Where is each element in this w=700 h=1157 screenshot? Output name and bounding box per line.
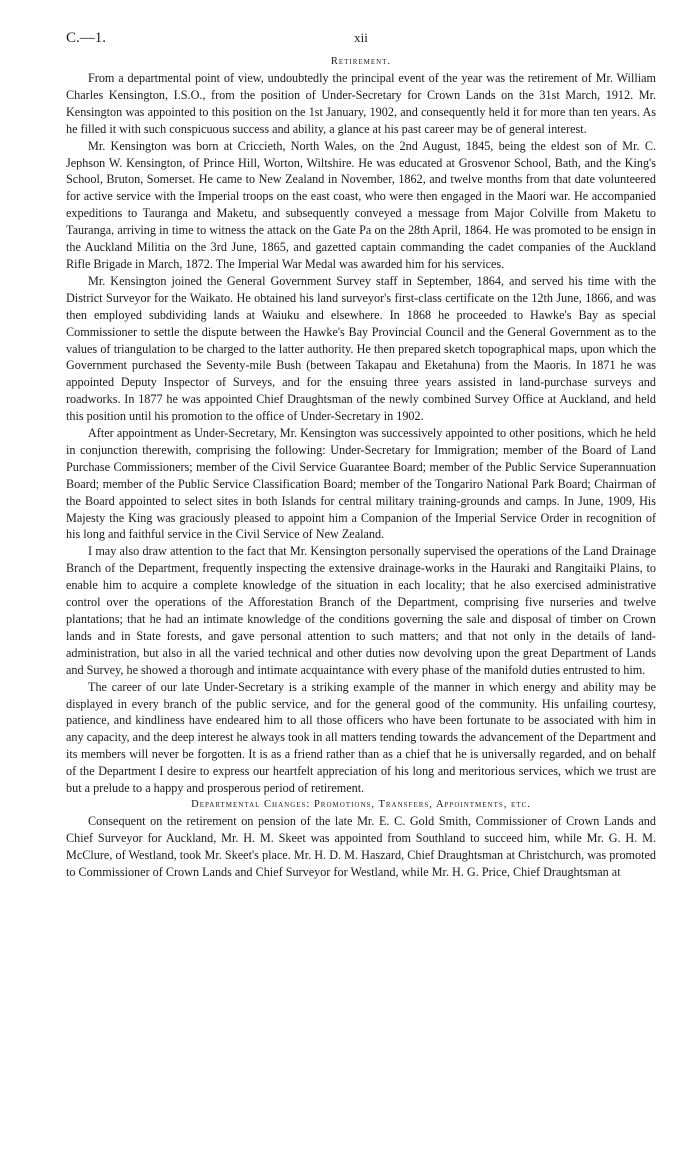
paragraph: Consequent on the retirement on pension of the late Mr. E. C. Gold Smith, Commissioner of Crown Lands and Chief Surveyor for Auckland, Mr. H. M. Skeet was appointed from Southland to succeed him, while Mr. G. H. M. McClure, of Westland, took Mr. Skeet's place. Mr. H. D. M. Haszard, Chief Draughtsman at Christchurch, was promoted to Commissioner of Crown Lands and Chief Surveyor for Westland, while Mr. H. G. Price, Chief Draughtsman at [66, 813, 656, 879]
section-heading: Departmental Changes: Promotions, Transfers, Appointments, etc. [191, 798, 531, 810]
paragraph: I may also draw attention to the fact that Mr. Kensington personally supervised the operations of the Land Drainage Branch of the Department, frequently inspecting the extensive drainage-works in the Hauraki and Rangitaiki Plains, to enable him to acquire a complete knowledge of the situation in each locality; that he also exercised administrative control over the operations of the Afforestation Branch of the Department, comprising five nurseries and twelve plantations; that he had an intimate knowledge of the conditions governing the sale and disposal of timber on Crown lands and in State forests, and gave personal attention to such matters; and that not only in the details of land-administration, but also in all the varied technical and other duties now devolving upon the great Department of Lands and Survey, he showed a thorough and intimate acquaintance with every phase of the manifold duties entrusted to him. [66, 544, 656, 677]
page-header [66, 30, 656, 54]
paragraph: Mr. Kensington joined the General Government Survey staff in September, 1864, and served his time with the District Surveyor for the Waikato. He obtained his land surveyor's first-class certificate on the 12th June, 1866, and was then employed subdividing lands at Waiuku and elsewhere. In 1868 he proceeded to Hawke's Bay as special Commissioner to settle the dispute between the Hawke's Bay Provincial Council and the General Government as to the values of triangulation to be charged to the latter authority. He then prepared sketch topographical maps, upon which the Government purchased the Seventy-mile Bush (between Takapau and Eketahuna) from the Maoris. In 1871 he was appointed Deputy Inspector of Surveys, and for the ensuing three years assisted in land-purchase surveys and roadworks. In 1877 he was appointed Chief Draughtsman of the newly combined Survey Office at Auckland, and held this position until his promotion to the office of Under-Secretary in 1902. [66, 273, 656, 424]
section-retirement [66, 54, 656, 797]
document-code: C.—1. [66, 30, 107, 46]
paragraph: The career of our late Under-Secretary is a striking example of the manner in which energy and ability may be displayed in every branch of the public service, and for the general good of the community. His unfailing courtesy, patience, and kindliness have endeared him to all those officers who have been fortunate to be associated with him in any capacity, and the deep interest he always took in all matters tending towards the advancement of the Department and its members will never be forgotten. It is as a friend rather than as a chief that he is universally regarded, and on behalf of the Department I desire to express our heartfelt appreciation of his long and meritorious services, which we trust are but a prelude to a happy and prosperous period of retirement. [66, 679, 656, 796]
section-departmental-changes [66, 797, 656, 881]
paragraph: After appointment as Under-Secretary, Mr. Kensington was successively appointed to other positions, which he held in conjunction therewith, comprising the following: Under-Secretary for Immigration; member of the Board of Land Purchase Commissioners; member of the Civil Service Guarantee Board; member of the Public Service Superannuation Board; member of the Public Service Classification Board; member of the Tongariro National Park Board; Chairman of the Board appointed to select sites in both Islands for central military training-grounds and camps. In June, 1909, His Majesty the King was graciously pleased to appoint him a Companion of the Imperial Service Order in recognition of his long and faithful service in the Civil Service of New Zealand. [66, 426, 656, 542]
section-heading: Retirement. [330, 56, 392, 67]
paragraph: From a departmental point of view, undoubtedly the principal event of the year was the retirement of Mr. William Charles Kensington, I.S.O., from the position of Under-Secretary for Crown Lands on the 31st March, 1912. Mr. Kensington was appointed to this position on the 1st January, 1902, and consequently held it for more than ten years. As he filled it with such conspicuous success and ability, a glance at his past career may be of general interest. [66, 71, 656, 136]
paragraph: Mr. Kensington was born at Criccieth, North Wales, on the 2nd August, 1845, being the eldest son of Mr. C. Jephson W. Kensington, of Prince Hill, Worton, Wiltshire. He was educated at Grosvenor School, Bath, and the King's School, Bruton, Somerset. He came to New Zealand in November, 1862, and twelve months from that date volunteered for active service with the Imperial troops on the east coast, who were then engaged in the Maori war. He accompanied expeditions to Tauranga and Maketu, and subsequently conveyed a message from Major Colville from Maketu to Tauranga, arriving in time to witness the attack on the Gate Pa on the 28th April, 1864. He was promoted to be ensign in the Auckland Militia on the 3rd June, 1865, and gazetted captain commanding the cadet companies of the Auckland Rifle Brigade in March, 1872. The Imperial War Medal was awarded him for his services. [66, 138, 656, 271]
page-number: xii [354, 30, 368, 45]
